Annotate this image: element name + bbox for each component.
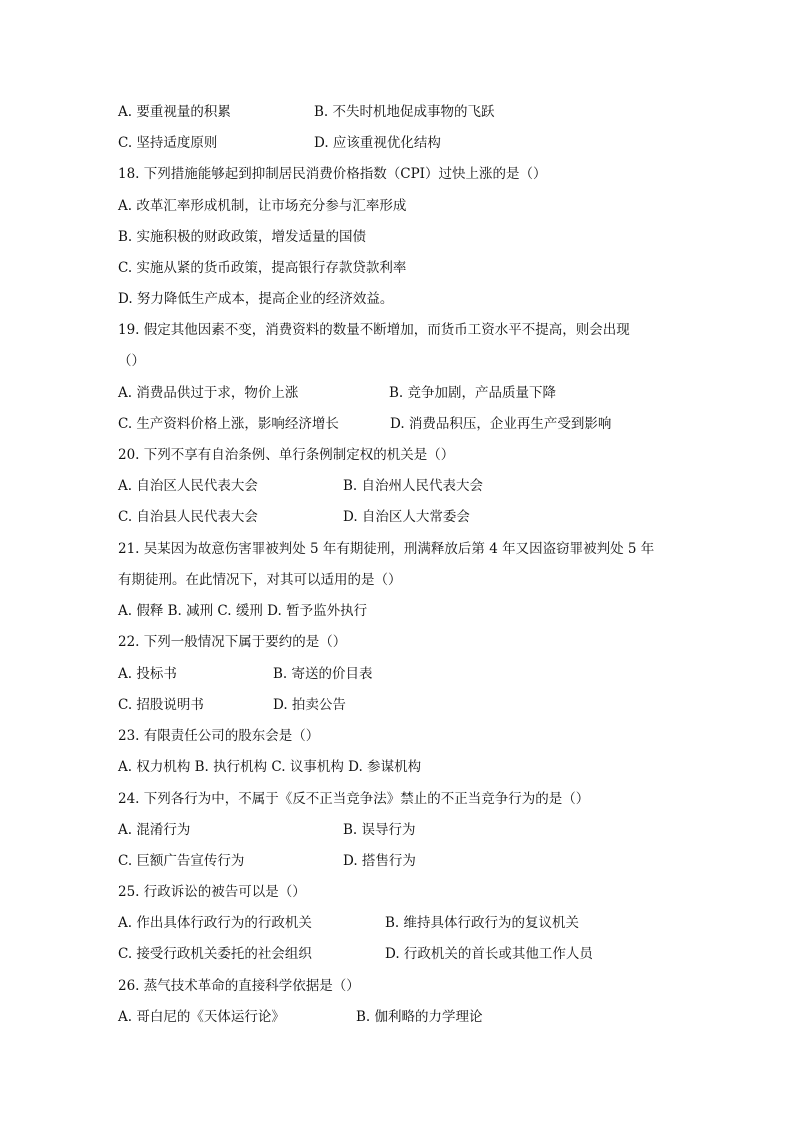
option-b: B. 误导行为 <box>343 822 416 838</box>
question-24: 24. 下列各行为中，不属于《反不正当竞争法》禁止的不正当竞争行为的是（） <box>118 791 590 807</box>
option-line: D. 努力降低生产成本，提高企业的经济效益。 <box>118 291 394 307</box>
option-c: C. 招股说明书 <box>118 697 204 713</box>
option-d: D. 行政机关的首长或其他工作人员 <box>385 946 593 962</box>
question-20: 20. 下列不享有自治条例、单行条例制定权的机关是（） <box>118 447 455 463</box>
option-line: A. 权力机构 B. 执行机构 C. 议事机构 D. 参谋机构 <box>118 759 422 775</box>
option-a: A. 要重视量的积累 <box>118 104 231 120</box>
option-d: D. 拍卖公告 <box>273 697 346 713</box>
option-a: A. 混淆行为 <box>118 822 191 838</box>
option-c: C. 自治县人民代表大会 <box>118 509 258 525</box>
question-21-continued: 有期徒刑。在此情况下，对其可以适用的是（） <box>118 572 402 588</box>
option-d: D. 自治区人大常委会 <box>343 509 470 525</box>
option-a: A. 作出具体行政行为的行政机关 <box>118 915 312 931</box>
option-line: A. 假释 B. 减刑 C. 缓刑 D. 暂予监外执行 <box>118 603 368 619</box>
option-b: B. 自治州人民代表大会 <box>343 478 484 494</box>
question-18: 18. 下列措施能够起到抑制居民消费价格指数（CPI）过快上涨的是（） <box>118 166 547 182</box>
question-25: 25. 行政诉讼的被告可以是（） <box>118 884 306 900</box>
option-line: B. 实施积极的财政政策，增发适量的国债 <box>118 229 367 245</box>
option-c: C. 巨额广告宣传行为 <box>118 853 245 869</box>
option-a: A. 消费品供过于求，物价上涨 <box>118 385 299 401</box>
option-b: B. 竞争加剧，产品质量下降 <box>389 385 557 401</box>
option-c: C. 生产资料价格上涨，影响经济增长 <box>118 416 339 432</box>
option-c: C. 接受行政机关委托的社会组织 <box>118 946 312 962</box>
option-b: B. 寄送的价目表 <box>273 666 373 682</box>
option-line: C. 实施从紧的货币政策，提高银行存款贷款利率 <box>118 260 407 276</box>
question-26: 26. 蒸气技术革命的直接科学依据是（） <box>118 978 360 994</box>
option-b: B. 维持具体行政行为的复议机关 <box>385 915 580 931</box>
option-a: A. 投标书 <box>118 666 177 682</box>
question-21: 21. 吴某因为故意伤害罪被判处 5 年有期徒刑，刑满释放后第 4 年又因盗窃罪被判处 5 年 <box>118 541 655 557</box>
option-line: A. 改革汇率形成机制，让市场充分参与汇率形成 <box>118 198 407 214</box>
option-d: D. 应该重视优化结构 <box>314 135 441 151</box>
question-23: 23. 有限责任公司的股东会是（） <box>118 728 320 744</box>
question-19-blank: （） <box>118 353 145 369</box>
question-22: 22. 下列一般情况下属于要约的是（） <box>118 634 347 650</box>
option-c: C. 坚持适度原则 <box>118 135 218 151</box>
option-b: B. 不失时机地促成事物的飞跃 <box>314 104 495 120</box>
option-d: D. 搭售行为 <box>343 853 416 869</box>
option-a: A. 自治区人民代表大会 <box>118 478 258 494</box>
question-19: 19. 假定其他因素不变，消费资料的数量不断增加，而货币工资水平不提高，则会出现 <box>118 322 630 338</box>
option-d: D. 消费品积压，企业再生产受到影响 <box>390 416 612 432</box>
option-a: A. 哥白尼的《天体运行论》 <box>118 1009 285 1025</box>
option-b: B. 伽利略的力学理论 <box>356 1009 483 1025</box>
